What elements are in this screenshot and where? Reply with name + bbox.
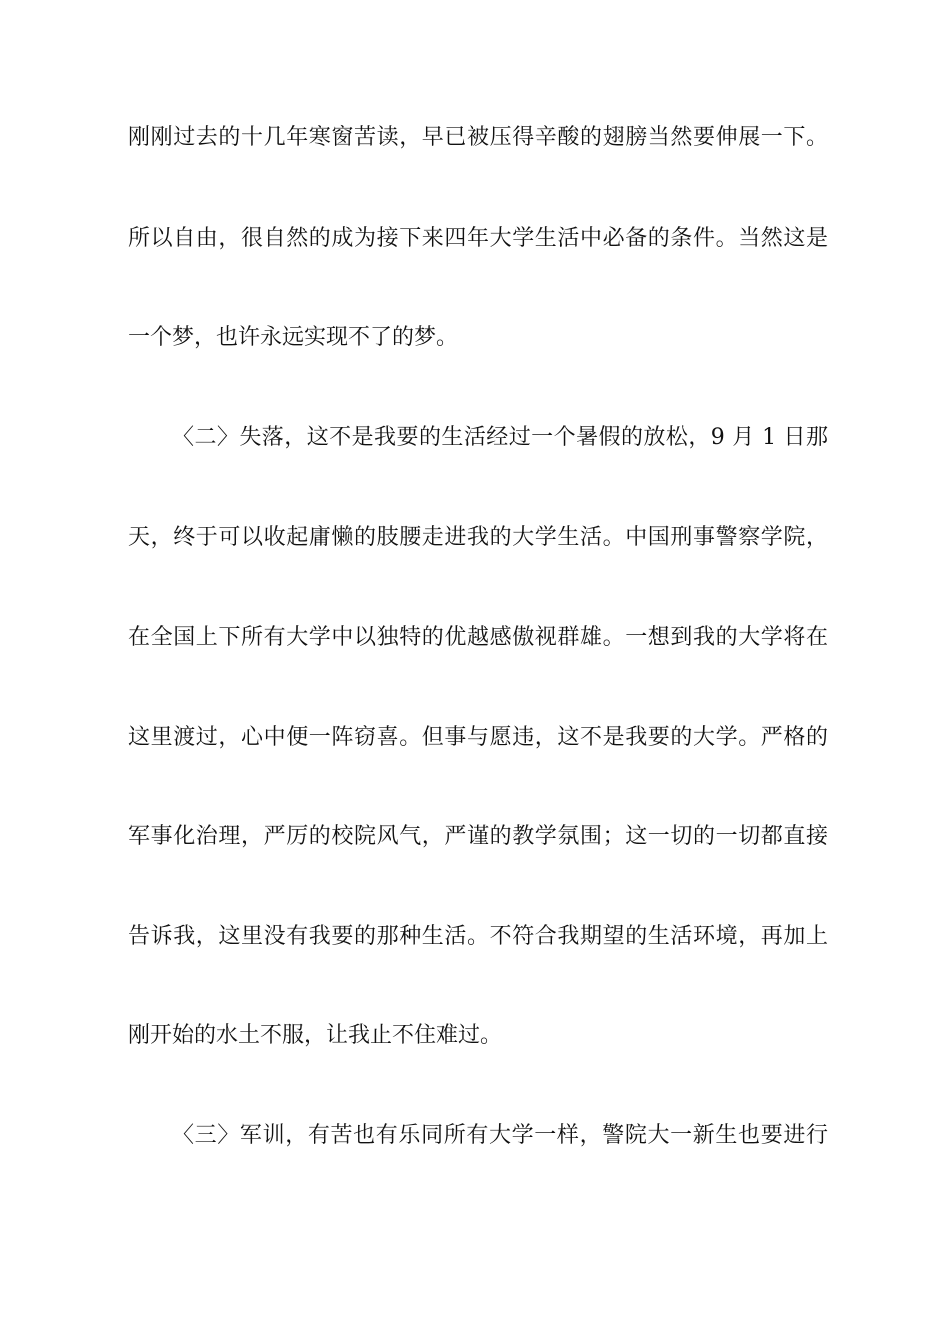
text-line: 这里渡过，心中便一阵窃喜。但事与愿违，这不是我要的大学。严格的 [128,725,828,750]
section-heading-line: 〈三〉军训，有苦也有乐同所有大学一样，警院大一新生也要进行 [172,1123,828,1148]
text-line: 刚刚过去的十几年寒窗苦读，早已被压得辛酸的翅膀当然要伸展一下。 [128,125,828,150]
section-heading-line: 〈二〉失落，这不是我要的生活经过一个暑假的放松，9 月 1 日那 [172,425,828,450]
text-line: 刚开始的水土不服，让我止不住难过。 [128,1023,503,1048]
text-line: 告诉我，这里没有我要的那种生活。不符合我期望的生活环境，再加上 [128,924,828,949]
text-line: 天，终于可以收起庸懒的肢腰走进我的大学生活。中国刑事警察学院， [128,525,828,550]
text-line: 在全国上下所有大学中以独特的优越感傲视群雄。一想到我的大学将在 [128,625,828,650]
text-line: 一个梦，也许永远实现不了的梦。 [128,325,459,350]
text-line: 所以自由，很自然的成为接下来四年大学生活中必备的条件。当然这是 [128,226,828,251]
text-line: 军事化治理，严厉的校院风气，严谨的教学氛围；这一切的一切都直接 [128,824,828,849]
